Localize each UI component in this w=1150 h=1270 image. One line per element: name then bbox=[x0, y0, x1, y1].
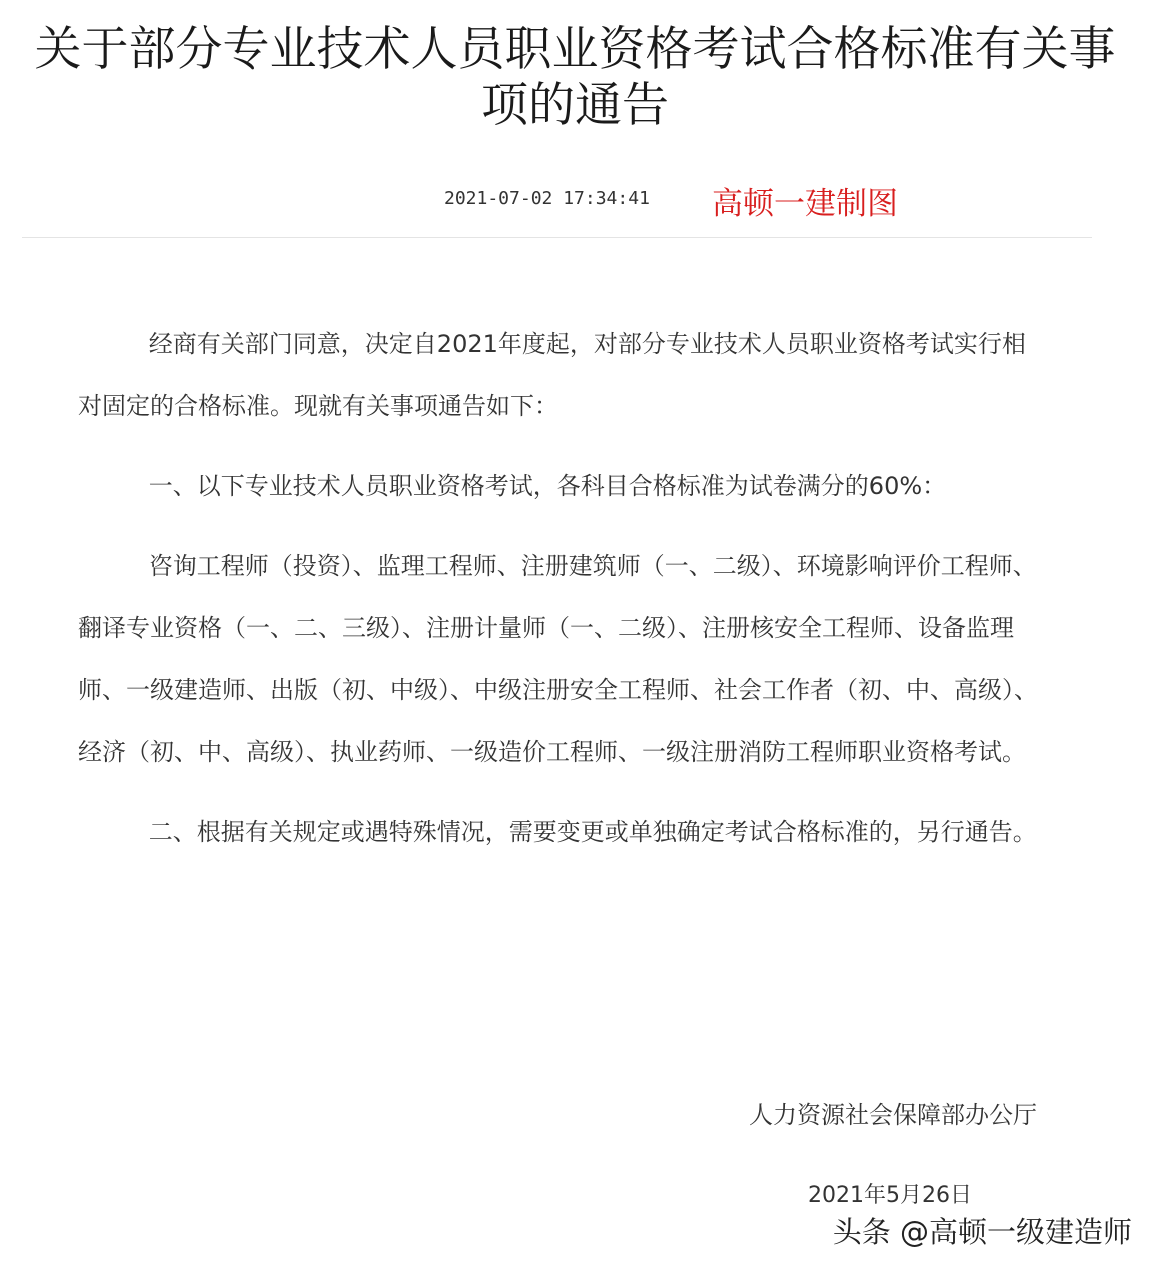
issuer-signature: 人力资源社会保障部办公厅 bbox=[749, 1101, 1037, 1129]
divider bbox=[22, 237, 1092, 238]
notice-body bbox=[78, 313, 1043, 863]
meta-row bbox=[0, 178, 1150, 222]
paragraph-intro: 经商有关部门同意，决定自2021年度起，对部分专业技术人员职业资格考试实行相对固定的合格标准。现就有关事项通告如下： bbox=[78, 330, 1026, 420]
paragraph-item-one: 一、以下专业技术人员职业资格考试，各科目合格标准为试卷满分的60%： bbox=[148, 472, 947, 500]
paragraph-exam-list: 咨询工程师（投资）、监理工程师、注册建筑师（一、二级）、环境影响评价工程师、翻译专业资格（一、二、三级）、注册计量师（一、二级）、注册核安全工程师、设备监理师、一级建造师、出版（初、中级）、中级注册安全工程师、社会工作者（初、中、高级）、经济（初、中、高级）、执业药师、一级造价工程师、一级注册消防工程师职业资格考试。 bbox=[78, 552, 1038, 766]
signature-date: 2021年5月26日 bbox=[808, 1183, 972, 1208]
page-title: 关于部分专业技术人员职业资格考试合格标准有关事项的通告 bbox=[34, 22, 1116, 133]
watermark: 头条 @高顿一级建造师 bbox=[832, 1215, 1132, 1249]
publish-datetime: 2021-07-02 17:34:41 bbox=[444, 188, 650, 209]
paragraph-item-two: 二、根据有关规定或遇特殊情况，需要变更或单独确定考试合格标准的，另行通告。 bbox=[148, 818, 1037, 846]
brand-mark: 高顿一建制图 bbox=[712, 186, 898, 222]
